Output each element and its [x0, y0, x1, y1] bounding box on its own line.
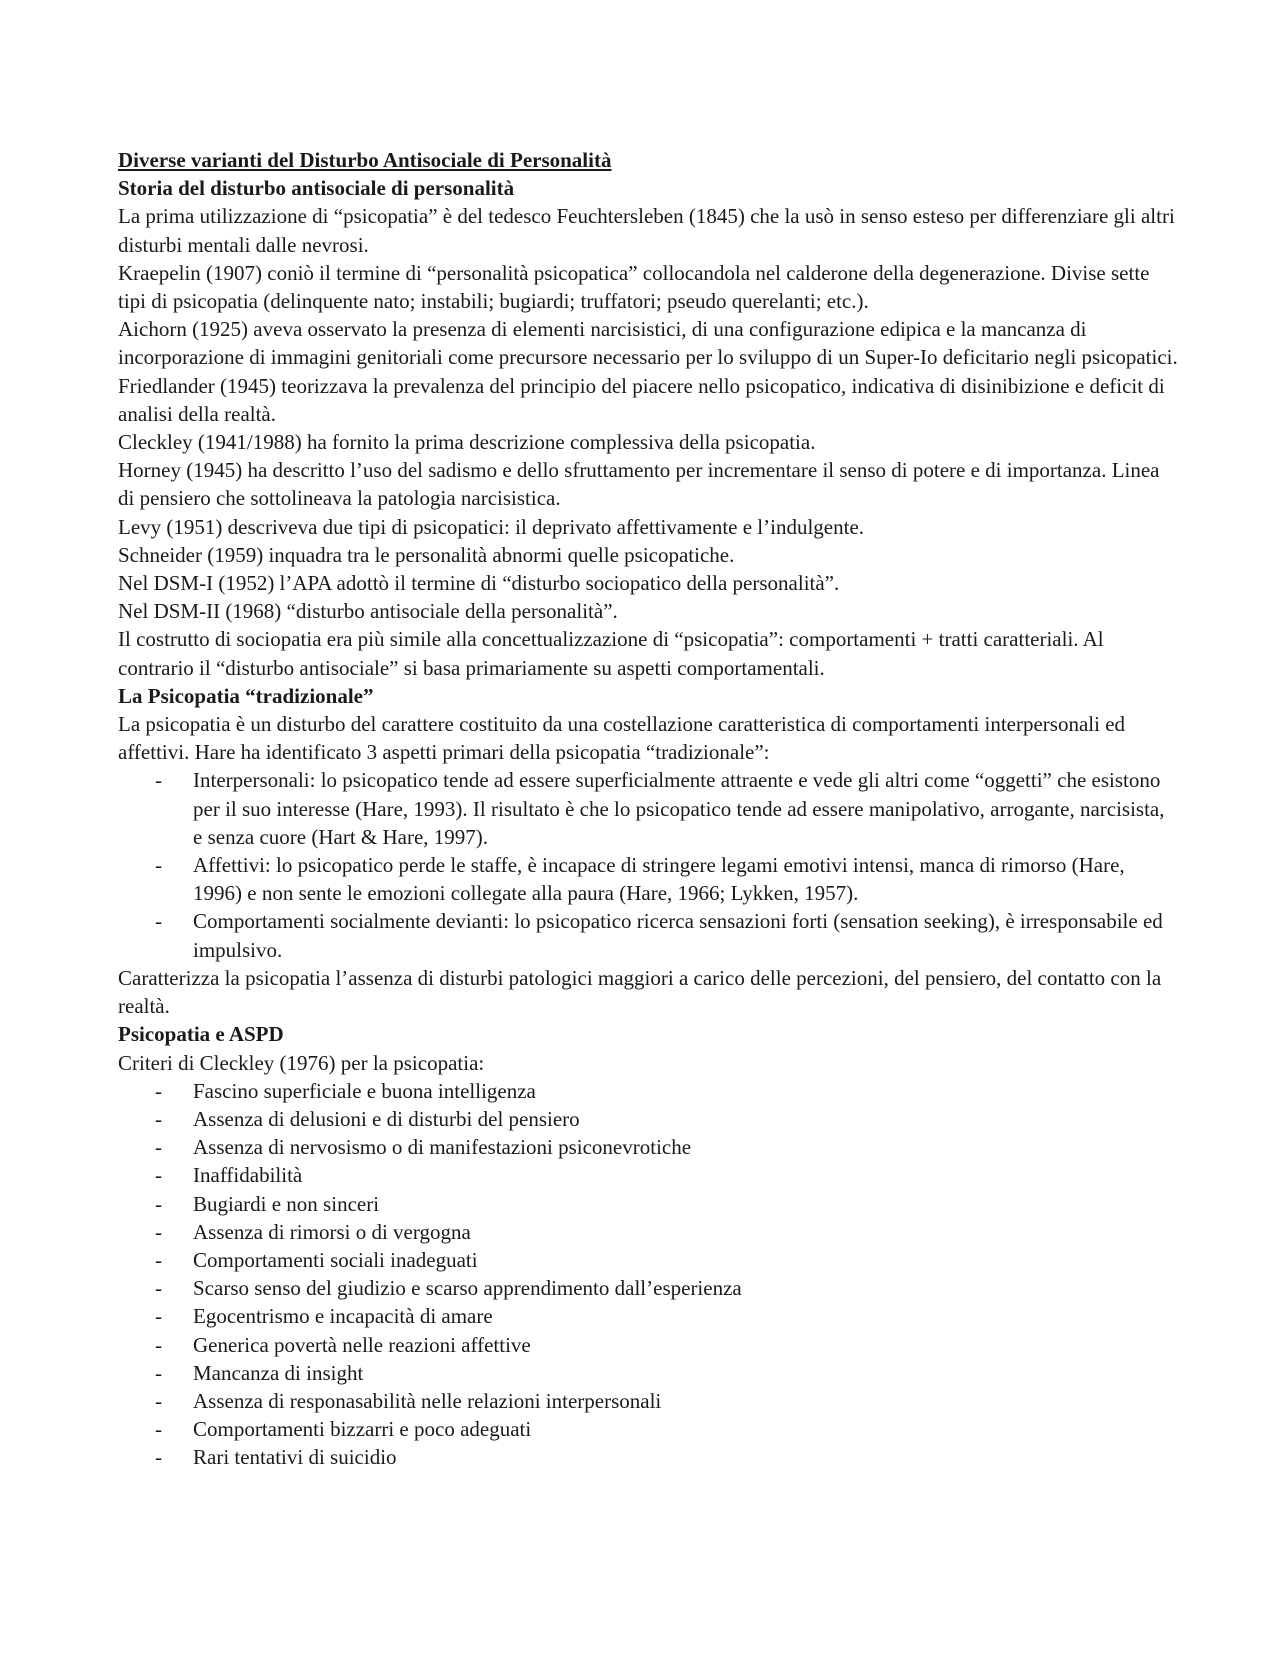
dash-bullet: - — [155, 1078, 162, 1103]
list-item — [155, 1218, 1178, 1246]
paragraph: Levy (1951) descriveva due tipi di psicopatici: il deprivato affettivamente e l’indulgente. — [118, 514, 865, 539]
list-item-text: Egocentrismo e incapacità di amare — [193, 1304, 493, 1329]
list-item-text: Mancanza di insight — [193, 1360, 364, 1385]
paragraph: Schneider (1959) inquadra tra le personalità abnormi quelle psicopatiche. — [118, 542, 735, 567]
list-item-text: Fascino superficiale e buona intelligenza — [193, 1078, 536, 1103]
list-item-text: Assenza di rimorsi o di vergogna — [193, 1219, 471, 1244]
cleckley-criteria-list — [118, 1077, 1178, 1472]
paragraph: Caratterizza la psicopatia l’assenza di disturbi patologici maggiori a carico delle percezioni, del pensiero, del contatto con la realtà. — [118, 965, 1162, 1019]
list-item-text: Generica povertà nelle reazioni affettive — [193, 1332, 531, 1357]
paragraph: Nel DSM-II (1968) “disturbo antisociale della personalità”. — [118, 599, 618, 624]
list-item — [155, 1274, 1178, 1302]
document-page — [118, 146, 1178, 1472]
dash-bullet: - — [155, 1276, 162, 1301]
paragraph: Aichorn (1925) aveva osservato la presenza di elementi narcisistici, di una configurazione edipica e la mancanza di incorporazione di immagini genitoriali come precursore necessario per lo sviluppo di un Super-Io deficitario negli psicopatici. — [118, 317, 1178, 370]
list-item-text: Comportamenti bizzarri e poco adeguati — [193, 1417, 532, 1442]
list-item — [155, 1443, 1178, 1471]
list-item — [155, 851, 1178, 907]
list-item-text: Interpersonali: lo psicopatico tende ad essere superficialmente attraente e vede gli altri come “oggetti” che esistono per il suo interesse (Hare, 1993). Il risultato è che lo psicopatico tende ad essere manipolativo, arrogante, narcisista, e senza cuore (Hart & Hare, 1997). — [193, 768, 1165, 849]
list-item-text: Inaffidabilità — [193, 1163, 303, 1188]
list-item — [155, 1359, 1178, 1387]
section-heading-aspd: Psicopatia e ASPD — [118, 1022, 284, 1047]
list-item-text: Scarso senso del giudizio e scarso apprendimento dall’esperienza — [193, 1276, 742, 1301]
dash-bullet: - — [155, 909, 162, 934]
dash-bullet: - — [155, 1247, 162, 1272]
list-item — [155, 1190, 1178, 1218]
list-item-text: Affettivi: lo psicopatico perde le staffe, è incapace di stringere legami emotivi intensi, manca di rimorso (Hare, 1996) e non sente le emozioni collegate alla paura (Hare, 1966; Lykken, 1957). — [193, 853, 1125, 906]
list-item-text: Assenza di delusioni e di disturbi del pensiero — [193, 1106, 580, 1131]
list-item-text: Assenza di responasabilità nelle relazioni interpersonali — [193, 1388, 662, 1413]
paragraph: La prima utilizzazione di “psicopatia” è del tedesco Feuchtersleben (1845) che la usò in senso esteso per differenziare gli altri disturbi mentali dalle nevrosi. — [118, 204, 1175, 257]
paragraph: Criteri di Cleckley (1976) per la psicopatia: — [118, 1050, 485, 1075]
list-item — [155, 1387, 1178, 1415]
dash-bullet: - — [155, 1360, 162, 1385]
list-item-text: Bugiardi e non sinceri — [193, 1191, 380, 1216]
dash-bullet: - — [155, 1191, 162, 1216]
dash-bullet: - — [155, 853, 162, 878]
dash-bullet: - — [155, 1445, 162, 1470]
list-item — [155, 766, 1178, 851]
section-heading-traditional: La Psicopatia “tradizionale” — [118, 683, 374, 708]
list-item — [155, 907, 1178, 963]
section-heading-history: Storia del disturbo antisociale di personalità — [118, 176, 515, 201]
paragraph: La psicopatia è un disturbo del carattere costituito da una costellazione caratteristica di comportamenti interpersonali ed affettivi. Hare ha identificato 3 aspetti primari della psicopatia “tradizionale”: — [118, 712, 1126, 765]
list-item — [155, 1415, 1178, 1443]
list-item — [155, 1246, 1178, 1274]
aspects-list — [118, 766, 1178, 963]
list-item — [155, 1133, 1178, 1161]
dash-bullet: - — [155, 1304, 162, 1329]
dash-bullet: - — [155, 1163, 162, 1188]
paragraph: Kraepelin (1907) coniò il termine di “personalità psicopatica” collocandola nel calderone della degenerazione. Divise sette tipi di psicopatia (delinquente nato; instabili; bugiardi; truffatori; pseudo querelanti; etc.). — [118, 260, 1150, 314]
list-item — [155, 1331, 1178, 1359]
paragraph: Nel DSM-I (1952) l’APA adottò il termine di “disturbo sociopatico della personalità”. — [118, 571, 840, 596]
list-item — [155, 1161, 1178, 1189]
paragraph: Cleckley (1941/1988) ha fornito la prima descrizione complessiva della psicopatia. — [118, 430, 816, 455]
list-item — [155, 1077, 1178, 1105]
dash-bullet: - — [155, 1417, 162, 1442]
paragraph: Horney (1945) ha descritto l’uso del sadismo e dello sfruttamento per incrementare il senso di potere e di importanza. Linea di pensiero che sottolineava la patologia narcisistica. — [118, 458, 1160, 511]
list-item — [155, 1302, 1178, 1330]
paragraph: Friedlander (1945) teorizzava la prevalenza del principio del piacere nello psicopatico, indicativa di disinibizione e deficit di analisi della realtà. — [118, 373, 1165, 426]
dash-bullet: - — [155, 1332, 162, 1357]
dash-bullet: - — [155, 768, 162, 793]
list-item — [155, 1105, 1178, 1133]
list-item-text: Rari tentativi di suicidio — [193, 1445, 397, 1470]
dash-bullet: - — [155, 1219, 162, 1244]
dash-bullet: - — [155, 1388, 162, 1413]
list-item-text: Assenza di nervosismo o di manifestazioni psiconevrotiche — [193, 1135, 692, 1160]
document-title: Diverse varianti del Disturbo Antisociale di Personalità — [118, 148, 612, 172]
list-item-text: Comportamenti sociali inadeguati — [193, 1247, 478, 1272]
dash-bullet: - — [155, 1135, 162, 1160]
list-item-text: Comportamenti socialmente devianti: lo psicopatico ricerca sensazioni forti (sensation seeking), è irresponsabile ed impulsivo. — [193, 909, 1163, 962]
paragraph: Il costrutto di sociopatia era più simile alla concettualizzazione di “psicopatia”: comportamenti + tratti caratteriali. Al contrario il “disturbo antisociale” si basa primariamente su aspetti comportamentali. — [118, 627, 1104, 680]
dash-bullet: - — [155, 1106, 162, 1131]
